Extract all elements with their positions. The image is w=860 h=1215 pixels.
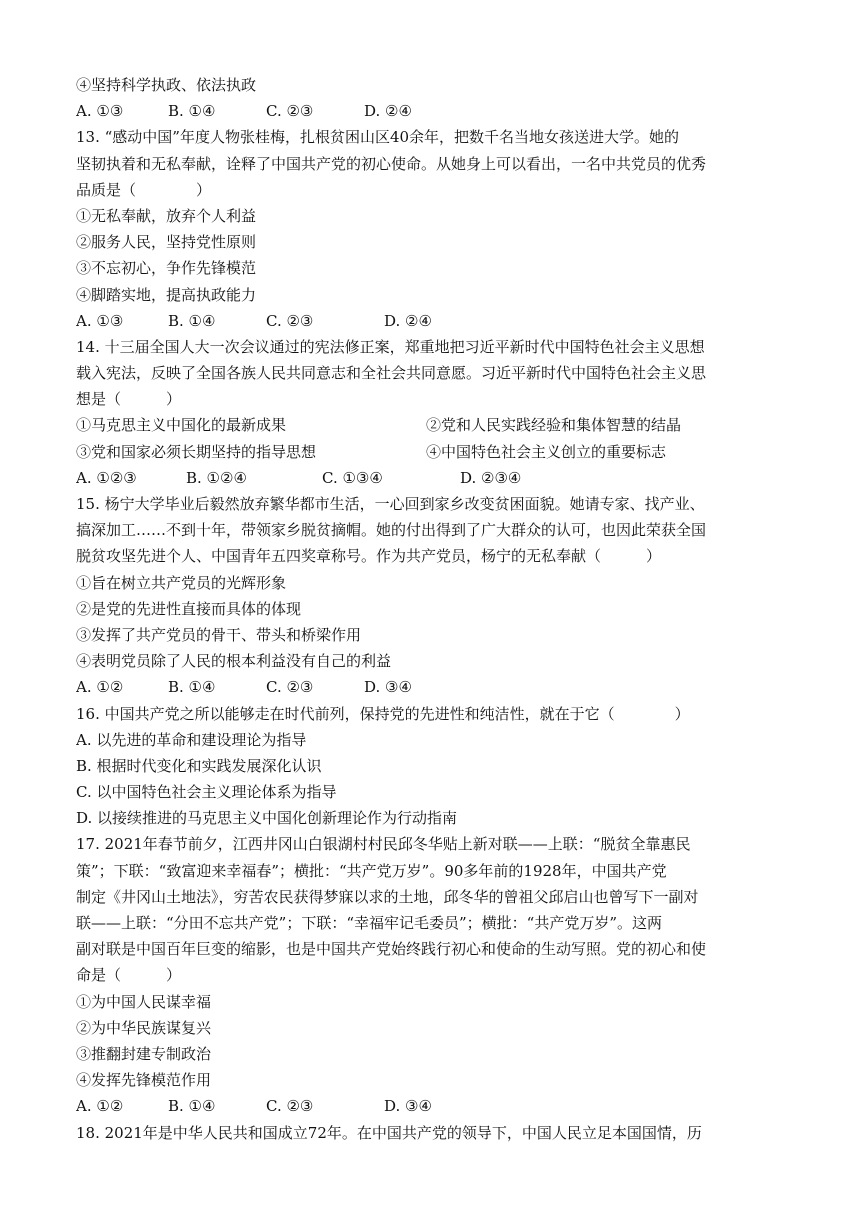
option-d: D. 以接续推进的马克思主义中国化创新理论作为行动指南 (76, 809, 458, 828)
statement-1: ①旨在树立共产党员的光辉形象 (76, 573, 287, 592)
answer-options (76, 465, 796, 491)
question-13-line: 坚韧执着和无私奉献，诠释了中国共产党的初心使命。从她身上可以看出，一名中共党员的优秀 (76, 154, 707, 173)
option-c: C. 以中国特色社会主义理论体系为指导 (76, 783, 337, 802)
option-d: D. ②④ (364, 102, 412, 121)
option-c: C. ①③④ (322, 468, 383, 487)
option-a: A. ①③ (76, 102, 124, 121)
option-c: C. ②③ (266, 311, 314, 330)
document-page (76, 72, 796, 1146)
option-b: B. 根据时代变化和实践发展深化认识 (76, 756, 322, 775)
statement-4: ④脚踏实地，提高执政能力 (76, 285, 257, 304)
option-b: B. ①④ (168, 678, 216, 697)
question-14-line: 14. 十三届全国人大一次会议通过的宪法修正案，郑重地把习近平新时代中国特色社会主义思想 (76, 337, 705, 356)
question-15-line: 15. 杨宁大学毕业后毅然放弃繁华都市生活，一心回到家乡改变贫困面貌。她请专家、找产业、 (76, 495, 705, 513)
option-a: A. ①② (76, 678, 124, 697)
question-14-line: 载入宪法，反映了全国各族人民共同意志和全社会共同意愿。习近平新时代中国特色社会主义思 (76, 364, 707, 383)
option-b: B. ①④ (168, 1097, 216, 1116)
option-a: A. ①② (76, 1097, 124, 1116)
statement-1: ①为中国人民谋幸福 (76, 992, 212, 1011)
statement-2: ②党和人民实践经验和集体智慧的结晶 (426, 416, 682, 435)
question-13-line: 13. “感动中国”年度人物张桂梅，扎根贫困山区40余年，把数千名当地女孩送进大学。她的 (76, 128, 680, 147)
question-18-line: 18. 2021年是中华人民共和国成立72年。在中国共产党的领导下，中国人民立足本国国情，历 (76, 1123, 702, 1142)
option-c: C. ②③ (266, 1097, 314, 1116)
question-17-line: 命是（ ） (76, 966, 182, 985)
statement-4: ④表明党员除了人民的根本利益没有自己的利益 (76, 652, 392, 671)
option-b: B. ①④ (168, 311, 216, 330)
question-17-line: 17. 2021年春节前夕，江西井冈山白银湖村村民邱冬华贴上新对联——上联：“脱贫全靠惠民 (76, 835, 691, 854)
statement-3: ③发挥了共产党员的骨干、带头和桥梁作用 (76, 625, 362, 644)
statement-2: ②为中华民族谋复兴 (76, 1018, 212, 1037)
answer-options (76, 98, 796, 124)
statement-2: ②服务人民，坚持党性原则 (76, 233, 257, 252)
option-d: D. ②③④ (460, 468, 522, 487)
question-13-line: 品质是（ ） (76, 180, 212, 199)
option-c: C. ②③ (266, 678, 314, 697)
option-c: C. ②③ (266, 102, 314, 121)
text-line: ④坚持科学执政、依法执政 (76, 76, 257, 94)
option-d: D. ③④ (384, 1097, 432, 1116)
statement-row (76, 439, 796, 465)
statement-3: ③不忘初心，争作先锋模范 (76, 259, 257, 278)
statement-row (76, 412, 796, 438)
option-a: A. ①②③ (76, 468, 137, 487)
option-a: A. ①③ (76, 311, 124, 330)
option-d: D. ③④ (364, 678, 412, 697)
question-17-line: 策”；下联：“致富迎来幸福春”；横批：“共产党万岁”。90多年前的1928年，中国共产党 (76, 861, 667, 880)
question-17-line: 联——上联：“分田不忘共产党”；下联：“幸福牢记毛委员”；横批：“共产党万岁”。这两 (76, 914, 663, 932)
statement-3: ③党和国家必须长期坚持的指导思想 (76, 442, 317, 461)
question-17-line: 制定《井冈山土地法》，穷苦农民获得梦寐以求的土地，邱冬华的曾祖父邱启山也曾写下一副对 (76, 887, 699, 906)
statement-1: ①无私奉献，放弃个人利益 (76, 206, 257, 225)
statement-2: ②是党的先进性直接而具体的体现 (76, 599, 302, 618)
statement-1: ①马克思主义中国化的最新成果 (76, 416, 287, 435)
question-15-line: 搞深加工……不到十年，带领家乡脱贫摘帽。她的付出得到了广大群众的认可，也因此荣获全国 (76, 521, 707, 540)
option-d: D. ②④ (384, 311, 432, 330)
option-b: B. ①④ (168, 102, 216, 121)
answer-options (76, 308, 796, 334)
statement-3: ③推翻封建专制政治 (76, 1044, 212, 1063)
answer-options (76, 674, 796, 700)
statement-4: ④发挥先锋模范作用 (76, 1071, 212, 1090)
question-17-line: 副对联是中国百年巨变的缩影，也是中国共产党始终践行初心和使命的生动写照。党的初心和使 (76, 940, 707, 959)
answer-options (76, 1093, 796, 1119)
question-14-line: 想是（ ） (76, 390, 182, 409)
option-a: A. 以先进的革命和建设理论为指导 (76, 730, 307, 749)
option-b: B. ①②④ (186, 468, 247, 487)
question-16-line: 16. 中国共产党之所以能够走在时代前列，保持党的先进性和纯洁性，就在于它（ ） (76, 704, 690, 723)
statement-4: ④中国特色社会主义创立的重要标志 (426, 442, 667, 461)
question-15-line: 脱贫攻坚先进个人、中国青年五四奖章称号。作为共产党员，杨宁的无私奉献（ ） (76, 547, 662, 566)
